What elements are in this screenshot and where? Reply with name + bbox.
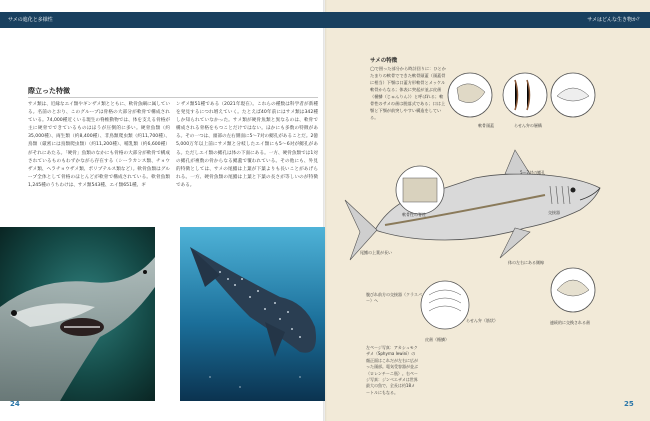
photo-captions: 左ページ写真：アカシュモクザメ（Sphyrna lewini）の顔正面はこれだが左右に広がった頭部。電気受容器が並ぶ（ロレンチーニ瓶）。右ページ写真：ジンベエザメは世界最大の魚で、全長は約18メートルにもなる。 [366,345,418,395]
label-clasper: 交接器 [548,210,560,215]
page-number-left: 24 [10,400,20,408]
running-head-left: サメの進化と多様性 [0,12,325,28]
heading-rule [28,97,318,98]
label-scales: 皮歯（楯鱗） [425,337,449,342]
whale-shark-photo [180,227,325,401]
section-heading: 際立った特徴 [28,87,70,95]
running-head-right: サメはどんな生き物か？ [325,12,650,28]
label-spine-note: 体の左右にある側線 [508,260,544,265]
page-number-right: 25 [624,400,634,408]
label-teeth: 連続的に交換される歯 [550,320,590,325]
features-title: サメの特徴 [370,58,398,64]
label-gill: 5〜7対の鰓孔 [520,170,546,175]
label-ribs: らせん弁の層構 [514,123,542,128]
label-spiral-valve: らせん弁（筋状） [466,318,498,323]
features-text: ◯で囲った部分から時計回りに：ひとかたまりの軟骨でできた軟骨頭蓋（頭蓋骨に相当）下顎は口蓋方形軟骨とメッケル軟骨からなる；体表に突起が並ぶ皮歯（楯鱗（じゅんりん））と呼ばれる；軟骨性のサメの歯は脱落式である；口は上顎と下顎が前突しやすい構造をしている。 [370,66,446,120]
hammerhead-photo [0,227,155,401]
body-column-1: サメ類は、近縁なエイ類やギンザメ類とともに、軟骨魚綱に属している。名前のとおり、このグループは骨格の大部分が軟骨で構成されている。74,000種近くいる現生の脊椎動物では、体を支える骨格が主に硬骨でできているものはほうが圧倒的に多い。硬骨魚類（約35,000種）、両生類（約8,400種）、非鳥類爬虫類（約11,700種）、鳥類（厳密には鳥類爬虫類）（約11,200種）、哺乳類（約6,600種）がそれにあたる。「硬骨」魚類のなかにも骨格の大部分が軟骨で構成されているものもわずかながら存在する（シーラカンス類、チョウザメ類、ヘラチョウザメ類、ポリプテルス類など）。軟骨魚類はグループ全体として骨格のほとんどが軟骨で構成されている。軟骨魚類1,245種のうちわけは、サメ類543種、エイ類651種、ギ [28,102,170,188]
label-vertebrae: 軟骨性の脊柱 [402,212,426,217]
label-tail-note: 尾鰭の上葉が長い [360,250,392,255]
features-box [370,58,446,121]
body-column-2: ンザメ類51種である（2021年現在）。これらの種数は科学者が新種を発見するにつれ増えていく。たとえば40年前にはサメ類は342種しか知られていなかった。サメ類が硬骨魚類と異なるのは、軟骨で構成される骨格をもつことだけではない。ほかにも多数の特徴がある。その一つは、頭部の左右側面に5〜7対の鰓孔があることだ。2億5,000万年以上前にサメ類と分岐したエイ類にも5〜6対が鰓孔がある。ただしエイ類の鰓孔は体の下面にある。一方、硬骨魚類では1対の鰓孔が複数の骨からなる鰓蓋で覆われている。その他にも、外見的特徴としては、サメの尾鰭は上葉が下葉よりも長いことがあげられる。一方、硬骨魚類の尾鰭は上葉と下葉の長さが等しいのが特徴である。 [176,102,318,188]
label-fin: 腹びれ前方の交接器（クラスパー）へ [366,292,422,303]
label-skull: 軟骨頭蓋 [478,123,494,128]
